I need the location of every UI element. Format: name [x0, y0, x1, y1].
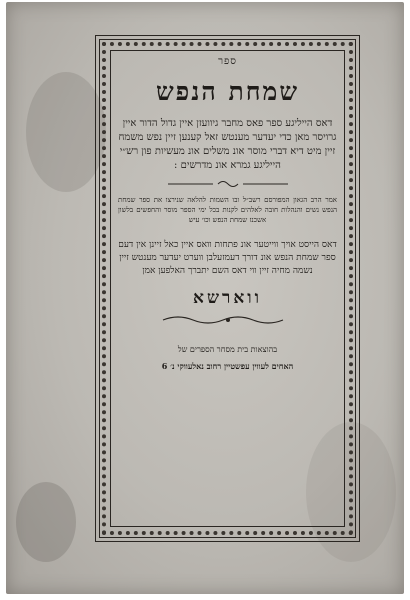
- book-description: דאס הייליגע ספר פאס מחבר גיוועזן איין גדול הדור איין גרויסר מאן כדי יעדער מענטש זאל קענען זיין נפש משמח זיין מיט דיא דברי מוסר אונ משלים אונ מעשיות פון רש״י הייליגע גמרא אונ מדרשים :: [118, 118, 337, 171]
- paper-stain: [16, 482, 76, 562]
- title-page-frame: [95, 35, 360, 542]
- ornament-divider: [168, 179, 288, 189]
- approbation-text: אמר הרב הגאון המפורסם רשב״ל ובו השמות להלאה שנירצו את ספר שמחת הנפש נשים והנהלות חובה לאלהים לקנות בכל ימי הספר מוסר והחפשים בלשון אשכנז שמחת הנפש וכו׳ עיש: [118, 196, 337, 224]
- ornament-divider: [158, 314, 298, 326]
- paper-stain: [26, 72, 106, 192]
- address-text: האחים לעווין עפשטיין רחוב נאלעווקי נ׳ 6: [161, 361, 294, 371]
- header-text: ספר: [218, 56, 237, 67]
- book-paragraph: דאס הייסט אויך ווייטער אונ פתחות וואס איין כאל זיינן אין דעם ספר שמחת הנפש אונ דורך דעמזעלבן ווערט יעדער מענטש זיין נשמה מחיה זיין ווי דאס השם יתברך האלפען אמן: [118, 240, 337, 276]
- city-name: ווארשא: [193, 288, 262, 308]
- title-page-content: [114, 52, 341, 525]
- publisher-text: בהוצאות בית מסחר הספרים של: [177, 345, 278, 354]
- book-title: שמחת הנפש: [155, 77, 300, 106]
